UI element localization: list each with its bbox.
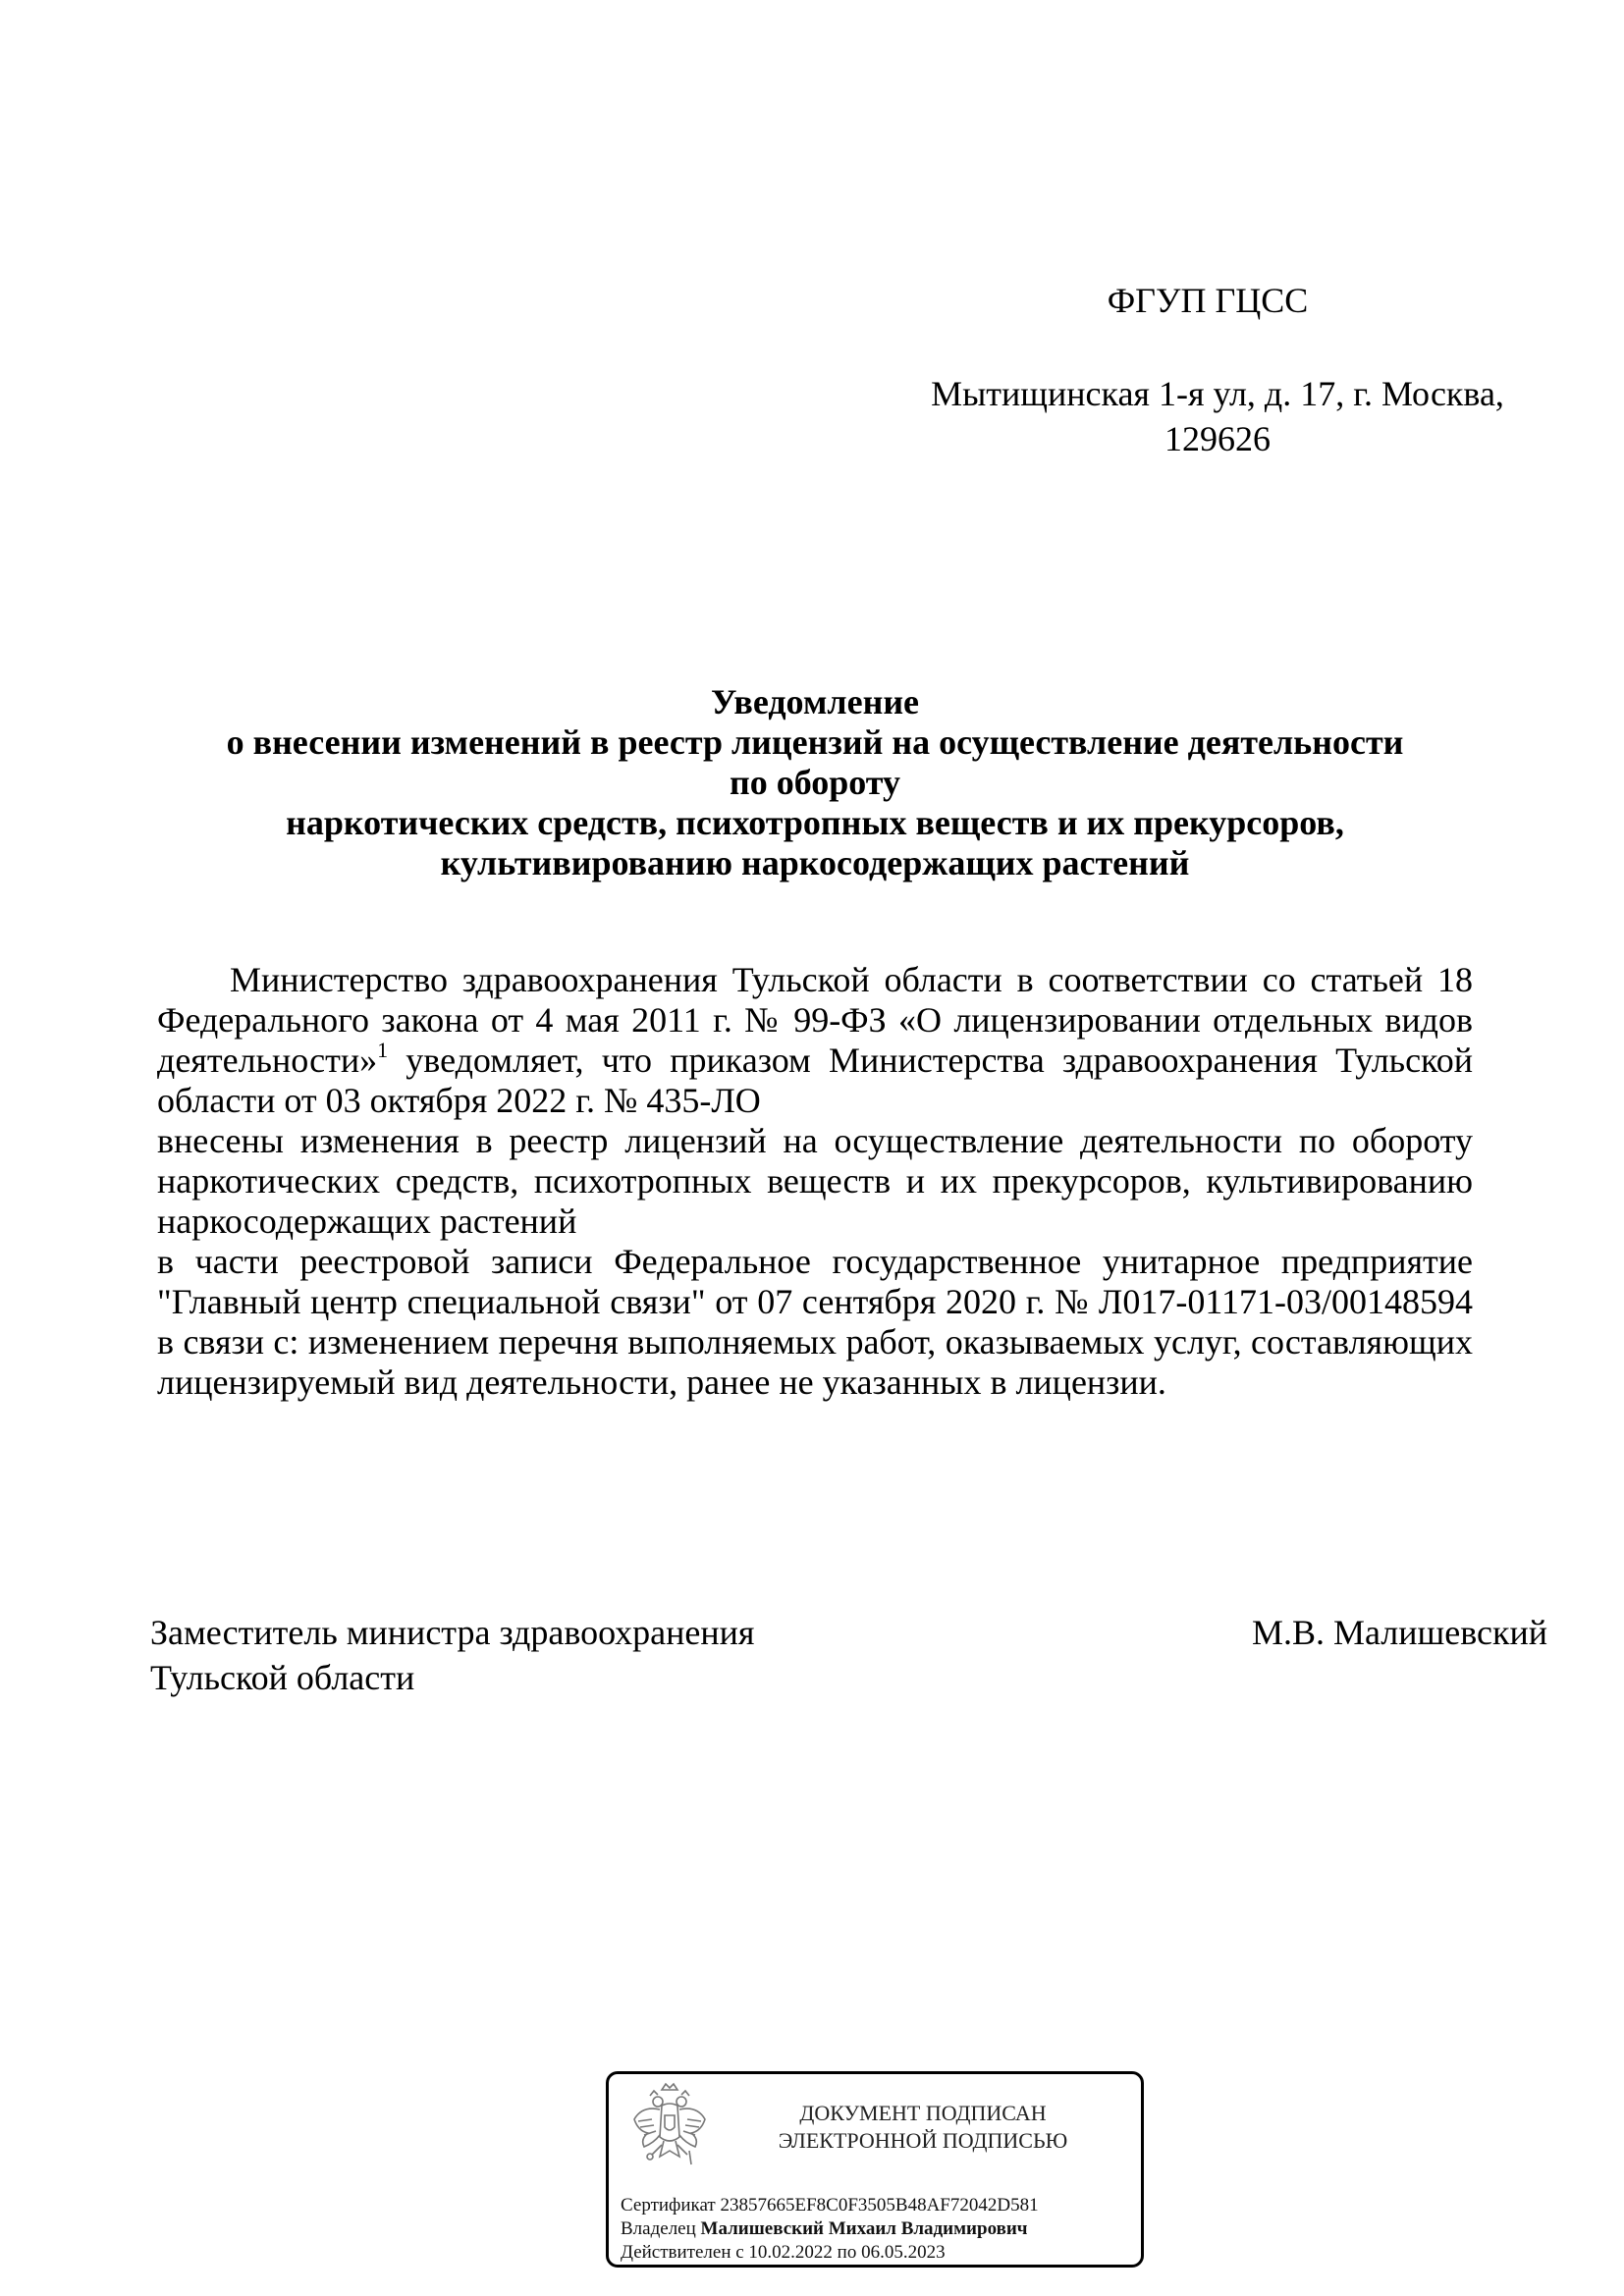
stamp-header	[717, 2100, 1129, 2155]
title-line4: наркотических средств, психотропных веществ и их прекурсоров,	[286, 803, 1344, 842]
recipient-address-line2: 129626	[1164, 419, 1271, 458]
recipient-address-line1: Мытищинская 1-я ул, д. 17, г. Москва,	[931, 374, 1504, 413]
stamp-validity: Действителен с 10.02.2022 по 06.05.2023	[621, 2242, 946, 2263]
body-paragraph-1	[157, 960, 1473, 1121]
stamp-header-line2: ЭЛЕКТРОННОЙ ПОДПИСЬЮ	[778, 2128, 1068, 2153]
footnote-marker: 1	[377, 1038, 389, 1062]
document-title	[157, 682, 1473, 883]
body-paragraph-2: внесены изменения в реестр лицензий на осуществление деятельности по обороту наркотических средств, психотропных веществ и их прекурсоров, культивированию наркосодержащих растений	[157, 1121, 1473, 1241]
title-line1: Уведомление	[710, 682, 920, 721]
owner-value: Малишевский Михаил Владимирович	[700, 2218, 1028, 2239]
signatory-position-line1: Заместитель министра здравоохранения	[150, 1613, 755, 1652]
coat-of-arms-icon	[628, 2080, 711, 2174]
recipient-address	[844, 371, 1591, 461]
title-line3: по обороту	[729, 763, 901, 802]
owner-label: Владелец	[621, 2218, 701, 2239]
stamp-certificate	[621, 2194, 1141, 2217]
signatory-name: М.В. Малишевский	[1251, 1613, 1547, 1652]
certificate-value: 23857665EF8C0F3505B48AF72042D581	[720, 2195, 1039, 2216]
stamp-owner	[621, 2217, 1141, 2241]
stamp-header-line1: ДОКУМЕНТ ПОДПИСАН	[799, 2101, 1047, 2125]
certificate-label: Сертификат	[621, 2195, 721, 2216]
stamp-details	[621, 2194, 1141, 2265]
electronic-signature-stamp	[606, 2071, 1144, 2268]
title-line2: о внесении изменений в реестр лицензий на осуществление деятельности	[226, 722, 1404, 762]
paragraph-1-text-b: уведомляет, что приказом Министерства здравоохранения Тульской области от 03 октября 2022 г. № 435-ЛО	[157, 1041, 1473, 1120]
document-body	[157, 960, 1473, 1403]
body-paragraph-3: в части реестровой записи Федеральное государственное унитарное предприятие "Главный центр специальной связи" от 07 сентября 2020 г. № Л017-01171-03/00148594 в связи с: изменением перечня выполняемых работ, оказываемых услуг, составляющих лицензируемый вид деятельности, ранее не указанных в лицензии.	[157, 1242, 1473, 1402]
paragraph-1-text-a: Министерство здравоохранения Тульской области в соответствии со статьей 18 Федерального закона от 4 мая 2011 г. № 99-ФЗ «О лицензировании отдельных видов деятельности»	[157, 960, 1473, 1080]
signatory-position-line2: Тульской области	[150, 1658, 415, 1697]
title-line5: культивированию наркосодержащих растений	[440, 843, 1190, 882]
recipient-name: ФГУП ГЦСС	[1107, 281, 1309, 320]
signatory-position	[150, 1610, 936, 1700]
